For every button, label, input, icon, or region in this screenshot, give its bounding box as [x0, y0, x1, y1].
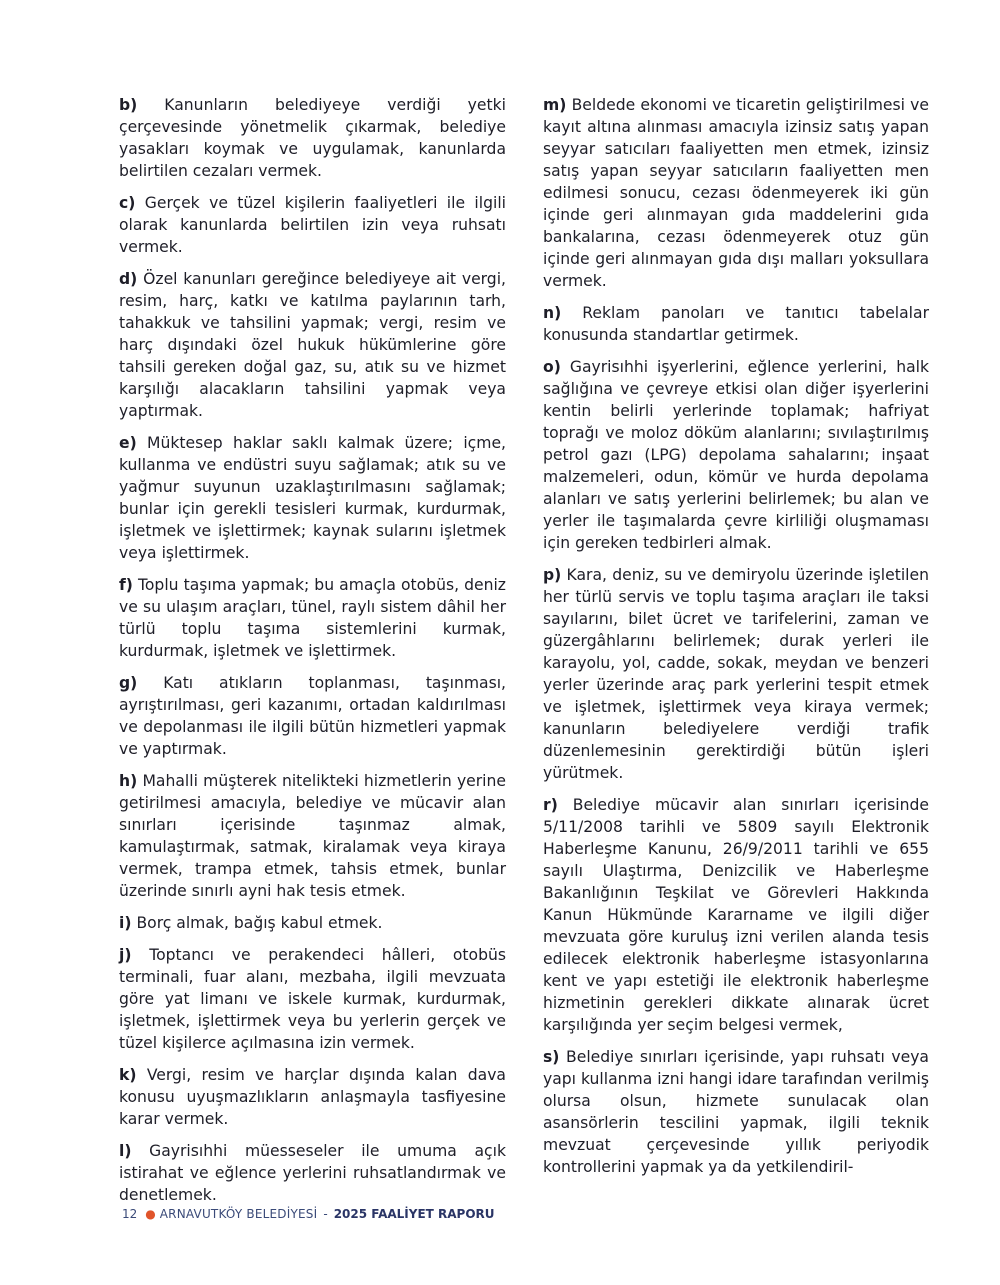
- item-label: n): [543, 304, 562, 322]
- list-item-l: [119, 1140, 506, 1206]
- list-item-j: [119, 944, 506, 1054]
- item-label: l): [119, 1142, 132, 1160]
- item-label: f): [119, 576, 133, 594]
- item-text: Toptancı ve perakendeci hâlleri, otobüs terminali, fuar alanı, mezbaha, ilgili mevzuata göre yat limanı ve iskele kurmak, kurdurmak, işletmek, işlettirmek veya bu yerlerin gerçek ve tüzel kişilerce açılmasına izin vermek.: [119, 946, 506, 1052]
- item-label: g): [119, 674, 138, 692]
- item-text: Gayrisıhhi müesseseler ile umuma açık istirahat ve eğlence yerlerini ruhsatlandırmak ve denetlemek.: [119, 1142, 506, 1204]
- item-text: Vergi, resim ve harçlar dışında kalan dava konusu uyuşmazlıkların anlaşmayla tasfiyesine karar vermek.: [119, 1066, 506, 1128]
- item-label: e): [119, 434, 137, 452]
- item-text: Katı atıkların toplanması, taşınması, ayrıştırılması, geri kazanımı, ortadan kaldırılması ve depolanması ile ilgili bütün hizmetleri yapmak ve yaptırmak.: [119, 674, 506, 758]
- item-text: Gerçek ve tüzel kişilerin faaliyetleri ile ilgili olarak kanunlarda belirtilen izin veya ruhsatı vermek.: [119, 194, 506, 256]
- item-text: Belediye mücavir alan sınırları içerisinde 5/11/2008 tarihli ve 5809 sayılı Elektronik Haberleşme Kanunu, 26/9/2011 tarihli ve 655 sayılı Ulaştırma, Denizcilik ve Haberleşme Bakanlığının Teşkilat ve Görevleri Hakkında Kanun Hükmünde Kararname ve ilgili diğer mevzuata göre kuruluş izni verilen alanda tesis edilecek elektronik haberleşme istasyonlarına kent ve yapı estetiği ile elektronik haberleşme hizmetinin gerekleri dikkate alınarak ücret karşılığında yer seçim belgesi vermek,: [543, 796, 929, 1034]
- list-item-c: [119, 192, 506, 258]
- list-item-k: [119, 1064, 506, 1130]
- list-item-s: [543, 1046, 929, 1178]
- item-text: Beldede ekonomi ve ticaretin geliştirilmesi ve kayıt altına alınması amacıyla izinsiz satış yapan seyyar satıcıları faaliyetten men etmek, izinsiz satış yapan seyyar satıcıların faaliyetten men edilmesi sonucu, cezası ödenmeyerek iki gün içinde geri alınmayan gıda maddelerini gıda bankalarına, cezası ödenmeyerek otuz gün içinde geri alınmayan gıda dışı malları yoksullara vermek.: [543, 96, 929, 290]
- list-item-o: [543, 356, 929, 554]
- list-item-h: [119, 770, 506, 902]
- list-item-m: [543, 94, 929, 292]
- item-label: i): [119, 914, 132, 932]
- item-text: Gayrisıhhi işyerlerini, eğlence yerlerini, halk sağlığına ve çevreye etkisi olan diğer işyerlerini kentin belirli yerlerinde toplamak; hafriyat toprağı ve moloz döküm alanlarını; sıvılaştırılmış petrol gazı (LPG) depolama sahalarını; inşaat malzemeleri, odun, kömür ve hurda depolama alanları ve satış yerlerini belirlemek; bu alan ve yerler ile taşımalarda çevre kirliliği oluşmaması için gereken tedbirleri almak.: [543, 358, 929, 552]
- list-item-e: [119, 432, 506, 564]
- list-item-n: [543, 302, 929, 346]
- item-label: r): [543, 796, 558, 814]
- item-text: Kara, deniz, su ve demiryolu üzerinde işletilen her türlü servis ve toplu taşıma araçları ile taksi sayılarını, bilet ücret ve tarifelerini, zaman ve güzergâhlarını belirlemek; durak yerleri ile karayolu, yol, cadde, sokak, meydan ve benzeri yerler üzerinde araç park yerlerini tespit etmek ve işletmek, işlettirmek veya kiraya vermek; kanunların belediyelere verdiği trafik düzenlemesinin gerektirdiği bütün işleri yürütmek.: [543, 566, 929, 782]
- left-column: [119, 94, 506, 1216]
- item-text: Kanunların belediyeye verdiği yetki çerçevesinde yönetmelik çıkarmak, belediye yasakları koymak ve uygulamak, kanunlarda belirtilen cezaları vermek.: [119, 96, 506, 180]
- item-text: Müktesep haklar saklı kalmak üzere; içme, kullanma ve endüstri suyu sağlamak; atık su ve yağmur suyunun uzaklaştırılmasını sağlamak; bunlar için gerekli tesisleri kurmak, kurdurmak, işletmek ve işlettirmek; kaynak sularını işletmek veya işlettirmek.: [119, 434, 506, 562]
- item-text: Borç almak, bağış kabul etmek.: [136, 914, 383, 932]
- report-title: 2025 FAALİYET RAPORU: [333, 1207, 495, 1221]
- item-label: p): [543, 566, 562, 584]
- page-number: 12: [122, 1207, 138, 1221]
- list-item-g: [119, 672, 506, 760]
- item-label: s): [543, 1048, 560, 1066]
- list-item-d: [119, 268, 506, 422]
- page-footer: [122, 1207, 495, 1221]
- footer-separator: -: [323, 1207, 328, 1221]
- item-label: d): [119, 270, 138, 288]
- organization-name: ARNAVUTKÖY BELEDİYESİ: [159, 1207, 318, 1221]
- item-label: m): [543, 96, 567, 114]
- item-text: Belediye sınırları içerisinde, yapı ruhsatı veya yapı kullanma izni hangi idare tarafından verilmiş olursa olsun, hizmete sunulacak olan asansörlerin tescilini yapmak, ilgili teknik mevzuat çerçevesinde yıllık periyodik kontrollerini yapmak ya da yetkilendiril-: [543, 1048, 929, 1176]
- item-text: Özel kanunları gereğince belediyeye ait vergi, resim, harç, katkı ve katılma paylarının tarh, tahakkuk ve tahsilini yapmak; vergi, resim ve harç dışındaki özel hukuk hükümlerine göre tahsili gereken doğal gaz, su, atık su ve hizmet karşılığı alacakların tahsilini yapmak veya yaptırmak.: [119, 270, 506, 420]
- item-label: b): [119, 96, 138, 114]
- item-label: j): [119, 946, 132, 964]
- item-label: k): [119, 1066, 137, 1084]
- item-text: Mahalli müşterek nitelikteki hizmetlerin yerine getirilmesi amacıyla, belediye ve mücavir alan sınırları içerisinde taşınmaz almak, kamulaştırmak, satmak, kiralamak veya kiraya vermek, trampa etmek, tahsis etmek, bunlar üzerinde sınırlı ayni hak tesis etmek.: [119, 772, 506, 900]
- right-column: [543, 94, 929, 1188]
- list-item-b: [119, 94, 506, 182]
- list-item-r: [543, 794, 929, 1036]
- item-text: Toplu taşıma yapmak; bu amaçla otobüs, deniz ve su ulaşım araçları, tünel, raylı sistem dâhil her türlü toplu taşıma sistemlerini kurmak, kurdurmak, işletmek ve işlettirmek.: [119, 576, 506, 660]
- item-label: c): [119, 194, 136, 212]
- item-label: o): [543, 358, 561, 376]
- list-item-p: [543, 564, 929, 784]
- bullet-dot-icon: ●: [145, 1207, 156, 1221]
- list-item-i: [119, 912, 506, 934]
- item-text: Reklam panoları ve tanıtıcı tabelalar konusunda standartlar getirmek.: [543, 304, 929, 344]
- item-label: h): [119, 772, 138, 790]
- list-item-f: [119, 574, 506, 662]
